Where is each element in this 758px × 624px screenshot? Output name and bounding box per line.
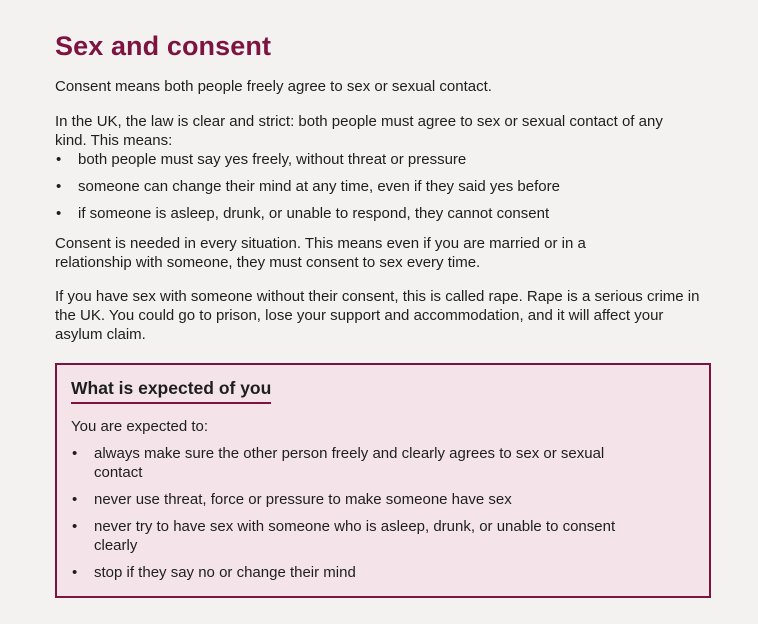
- list-item: • never use threat, force or pressure to make someone have sex: [72, 491, 512, 508]
- bullet-icon: •: [72, 564, 78, 581]
- list-item: • both people must say yes freely, without threat or pressure: [56, 151, 467, 168]
- bullet-icon: •: [56, 151, 62, 168]
- list-item: • always make sure the other person freely and clearly agrees to sex or sexual contact: [72, 445, 605, 481]
- page-title: Sex and consent: [55, 31, 272, 61]
- law-paragraph: In the UK, the law is clear and strict: both people must agree to sex or sexual contact of any kind. This means:: [55, 113, 663, 149]
- box-title: What is expected of you: [71, 377, 271, 404]
- expected-of-you-box: [55, 363, 711, 598]
- rape-paragraph: If you have sex with someone without their consent, this is called rape. Rape is a serious crime in the UK. You could go to prison, lose your support and accommodation, and it will affect your asylum claim.: [55, 288, 700, 343]
- list-item: • someone can change their mind at any time, even if they said yes before: [56, 178, 560, 195]
- document-page: [55, 28, 705, 598]
- law-points-list: [55, 150, 705, 223]
- box-lead: You are expected to:: [71, 418, 209, 435]
- list-item: • stop if they say no or change their mind: [72, 564, 356, 581]
- bullet-icon: •: [72, 491, 78, 508]
- expected-list: [71, 444, 709, 582]
- bullet-icon: •: [56, 205, 62, 222]
- every-situation-paragraph: Consent is needed in every situation. This means even if you are married or in a relationship with someone, they must consent to sex every time.: [55, 235, 586, 271]
- list-item: • never try to have sex with someone who is asleep, drunk, or unable to consent clearly: [72, 518, 616, 554]
- bullet-icon: •: [56, 178, 62, 195]
- list-item: • if someone is asleep, drunk, or unable to respond, they cannot consent: [56, 205, 550, 222]
- bullet-icon: •: [72, 518, 78, 535]
- intro-paragraph: Consent means both people freely agree to sex or sexual contact.: [55, 78, 492, 95]
- bullet-icon: •: [72, 445, 78, 462]
